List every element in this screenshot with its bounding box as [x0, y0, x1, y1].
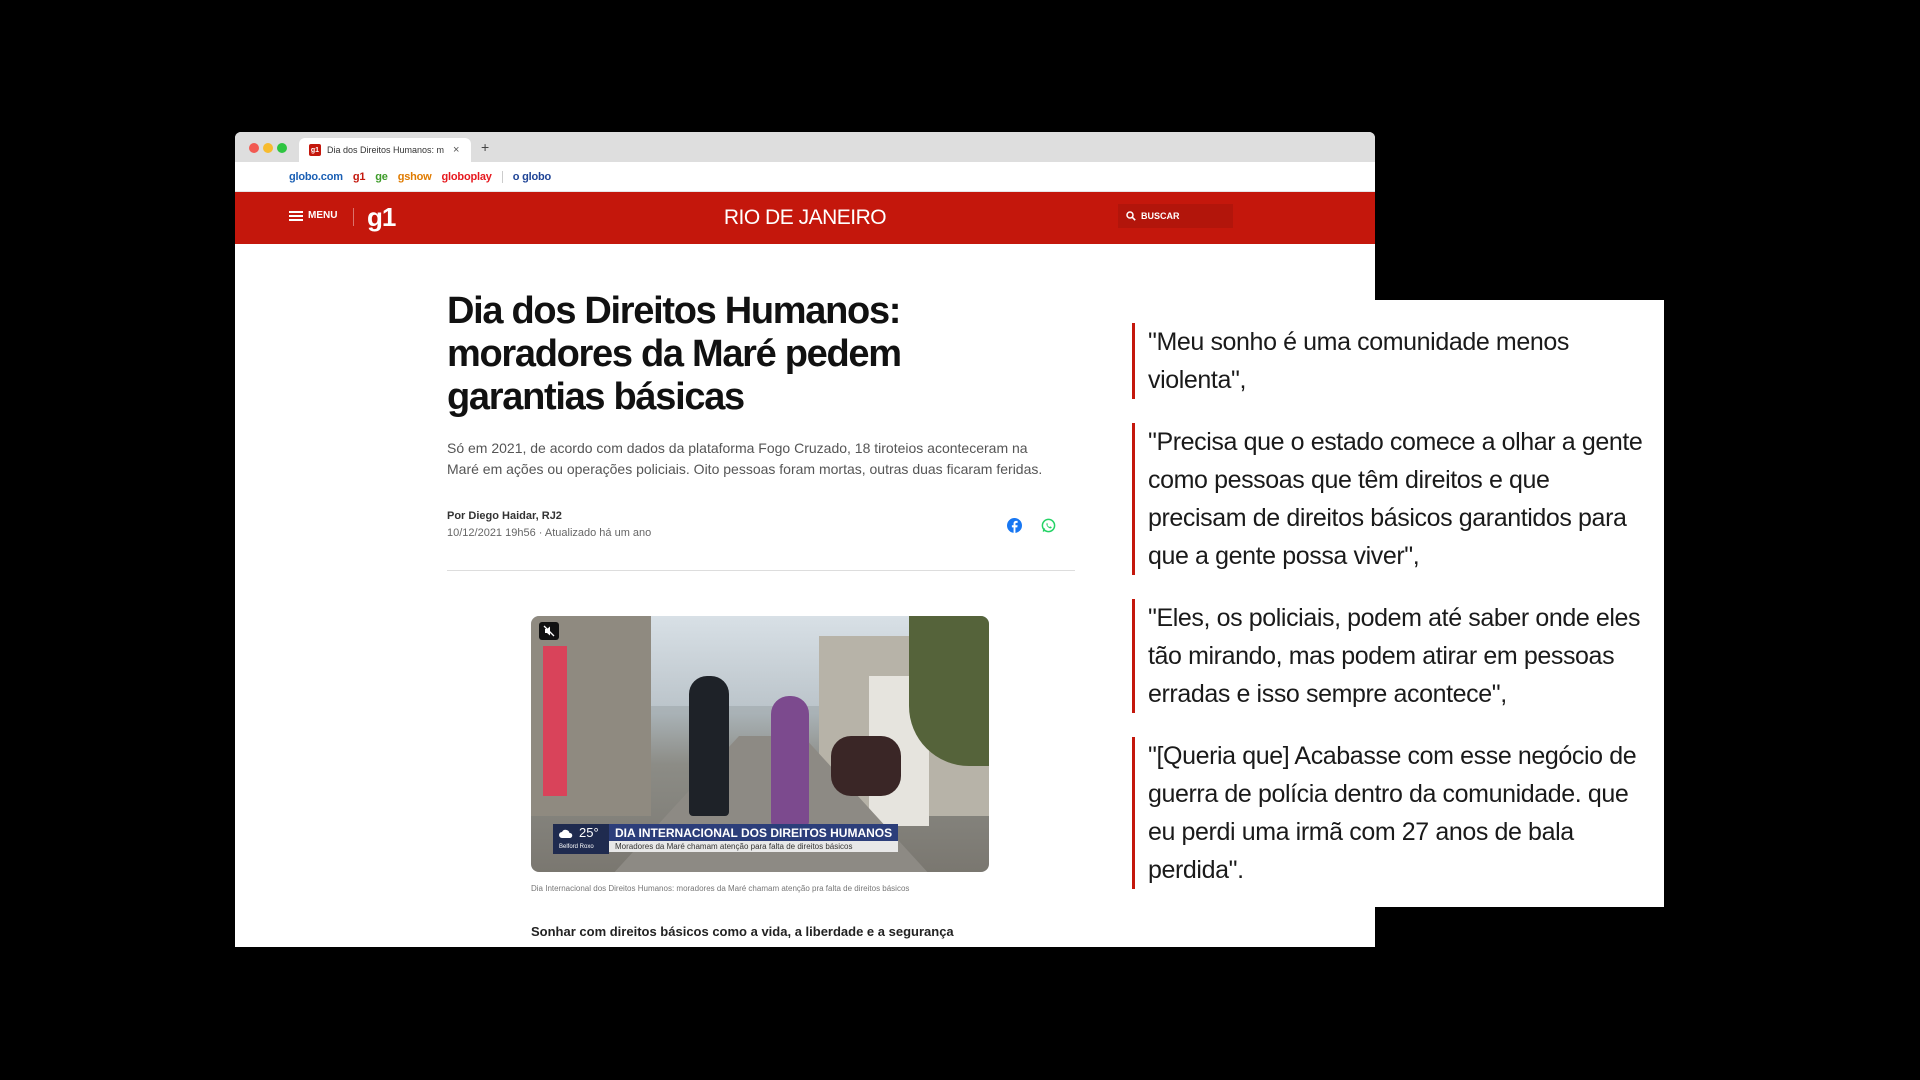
quote-4: "[Queria que] Acabasse com esse negócio de guerra de polícia dentro da comunidade. que eu perdi uma irmã com 27 anos de bala perdida". [1132, 737, 1648, 889]
lower-third-subtitle: Moradores da Maré chamam atenção para falta de direitos básicos [609, 841, 898, 852]
facebook-share-icon[interactable] [1007, 518, 1022, 533]
quote-3: "Eles, os policiais, podem até saber onde eles tão mirando, mas podem atirar em pessoas erradas e isso sempre acontece", [1132, 599, 1648, 713]
site-header [235, 192, 1375, 244]
lower-third-title: DIA INTERNACIONAL DOS DIREITOS HUMANOS [609, 824, 898, 841]
search-icon [1126, 211, 1136, 221]
g1-logo[interactable]: g1 [367, 202, 396, 232]
cloud-icon [559, 829, 573, 839]
tab-bar [235, 132, 1375, 162]
weather-box [553, 824, 609, 854]
muted-speaker-icon [543, 625, 555, 637]
maximize-window-button[interactable] [277, 143, 287, 153]
video-frame-banner [543, 646, 567, 796]
close-window-button[interactable] [249, 143, 259, 153]
video-frame-resident [771, 696, 809, 826]
region-title: RIO DE JANEIRO [723, 206, 887, 229]
article-dateline: 10/12/2021 19h56 · Atualizado há um ano [447, 527, 652, 539]
article-headline: Dia dos Direitos Humanos: moradores da Maré pedem garantias básicas [447, 290, 901, 418]
globo-network-bar [235, 162, 1375, 192]
video-caption: Dia Internacional dos Direitos Humanos: moradores da Maré chamam atenção pra falta de direitos básicos [531, 884, 910, 893]
temperature: 25° [579, 825, 599, 840]
bookmark-gshow[interactable]: gshow [397, 170, 432, 183]
bookmark-globo-com[interactable]: globo.com [289, 170, 343, 183]
quote-2: "Precisa que o estado comece a olhar a gente como pessoas que têm direitos e que precisam de direitos básicos garantidos para que a gente possa viver", [1132, 423, 1648, 575]
quotes-panel [1107, 300, 1664, 907]
mute-button[interactable] [539, 622, 559, 640]
menu-label: MENU [308, 210, 338, 221]
new-tab-button[interactable]: + [481, 139, 490, 155]
article-divider [447, 570, 1075, 571]
video-frame-motorcycle [831, 736, 901, 796]
bookmark-g1[interactable]: g1 [352, 170, 366, 183]
bookmark-divider [502, 171, 503, 183]
article-byline: Por Diego Haidar, RJ2 [447, 510, 562, 522]
video-lower-third [553, 824, 898, 854]
article-body-start: Sonhar com direitos básicos como a vida, a liberdade e a segurança [531, 924, 954, 939]
quote-1: "Meu sonho é uma comunidade menos violenta", [1132, 323, 1648, 399]
browser-tab[interactable] [299, 138, 471, 162]
search-button[interactable] [1118, 204, 1233, 228]
whatsapp-share-icon[interactable] [1041, 518, 1056, 533]
weather-location: Belford Roxo [559, 844, 594, 850]
minimize-window-button[interactable] [263, 143, 273, 153]
article-video[interactable] [531, 616, 989, 872]
g1-favicon-icon: g1 [309, 144, 321, 156]
bookmark-o-globo[interactable]: o globo [512, 170, 551, 183]
tab-title: Dia dos Direitos Humanos: m [327, 145, 445, 155]
article-subtitle: Só em 2021, de acordo com dados da plataforma Fogo Cruzado, 18 tiroteios aconteceram na Maré em ações ou operações policiais. Oito pessoas foram mortas, outras duas ficaram feridas. [447, 440, 1043, 477]
lower-third-text [609, 824, 898, 854]
bookmark-globoplay[interactable]: globoplay [441, 170, 492, 183]
video-frame-reporter [689, 676, 729, 816]
search-label: BUSCAR [1141, 211, 1180, 221]
tab-close-icon[interactable]: × [453, 144, 460, 156]
bookmark-ge[interactable]: ge [375, 170, 388, 183]
